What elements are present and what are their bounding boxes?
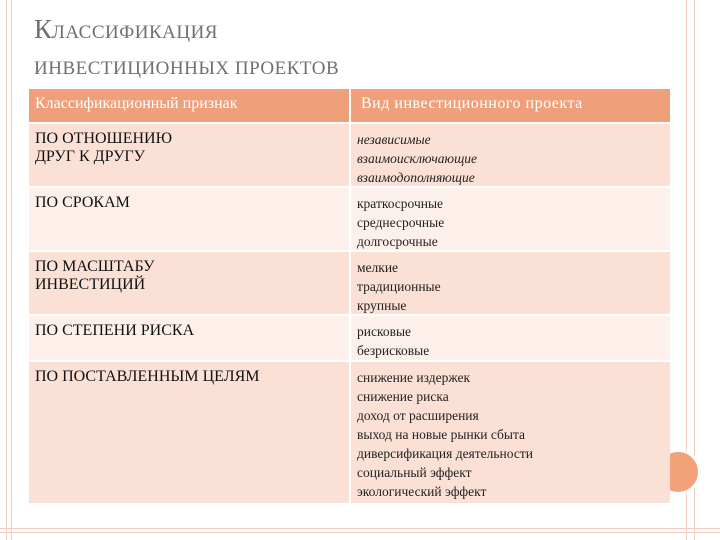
table-row (29, 252, 670, 314)
row-types (351, 124, 670, 186)
row-criterion (29, 124, 349, 186)
row-criterion (29, 252, 349, 314)
slide-frame-bottom (0, 528, 720, 533)
title-line1-rest: ЛАССИФИКАЦИЯ (52, 22, 218, 43)
type-item: крупные (357, 298, 407, 313)
criterion-line: ПО СТЕПЕНИ РИСКА (35, 322, 195, 339)
type-item: диверсификация деятельности (357, 446, 533, 461)
table-row (29, 188, 670, 250)
type-item: снижение риска (357, 389, 449, 404)
type-item: снижение издержек (357, 370, 471, 385)
slide-title-line1 (34, 14, 218, 45)
title-first-letter: К (34, 14, 53, 44)
type-item: взаимоисключающие (357, 151, 478, 166)
table-row (29, 362, 670, 503)
slide-frame-left (6, 0, 12, 540)
type-item: выход на новые рынки сбыта (357, 427, 526, 442)
row-types (351, 188, 670, 250)
criterion-line: ПО ОТНОШЕНИЮ (35, 130, 173, 147)
header-criterion: Классификационный признак (29, 89, 349, 122)
type-item: рисковые (357, 324, 412, 339)
type-item: взаимодополняющие (357, 170, 475, 185)
type-item: социальный эффект (357, 465, 472, 480)
type-item: среднесрочные (357, 215, 445, 230)
row-types (351, 362, 670, 503)
type-item: независимые (357, 132, 431, 147)
row-criterion (29, 188, 349, 250)
type-item: безрисковые (357, 343, 430, 358)
row-types (351, 252, 670, 314)
header-project-type: Вид инвестиционного проекта (351, 89, 670, 122)
row-types (351, 316, 670, 360)
criterion-line: ДРУГ К ДРУГУ (35, 148, 145, 165)
criterion-line: ПО МАСШТАБУ (35, 258, 155, 275)
type-item: краткосрочные (357, 196, 444, 211)
table-row (29, 316, 670, 360)
row-criterion (29, 316, 349, 360)
criterion-line: ПО ПОСТАВЛЕННЫМ ЦЕЛЯМ (35, 368, 260, 385)
criterion-line: ИНВЕСТИЦИЙ (35, 276, 146, 293)
slide-title-line2: ИНВЕСТИЦИОННЫХ ПРОЕКТОВ (34, 58, 340, 79)
type-item: долгосрочные (357, 234, 438, 249)
table-row (29, 124, 670, 186)
type-item: традиционные (357, 279, 441, 294)
type-item: доход от расширения (357, 408, 479, 423)
type-item: экологический эффект (357, 484, 487, 499)
type-item: мелкие (357, 260, 399, 275)
criterion-line: ПО СРОКАМ (35, 194, 130, 211)
table-header-row (29, 89, 670, 122)
row-criterion (29, 362, 349, 503)
